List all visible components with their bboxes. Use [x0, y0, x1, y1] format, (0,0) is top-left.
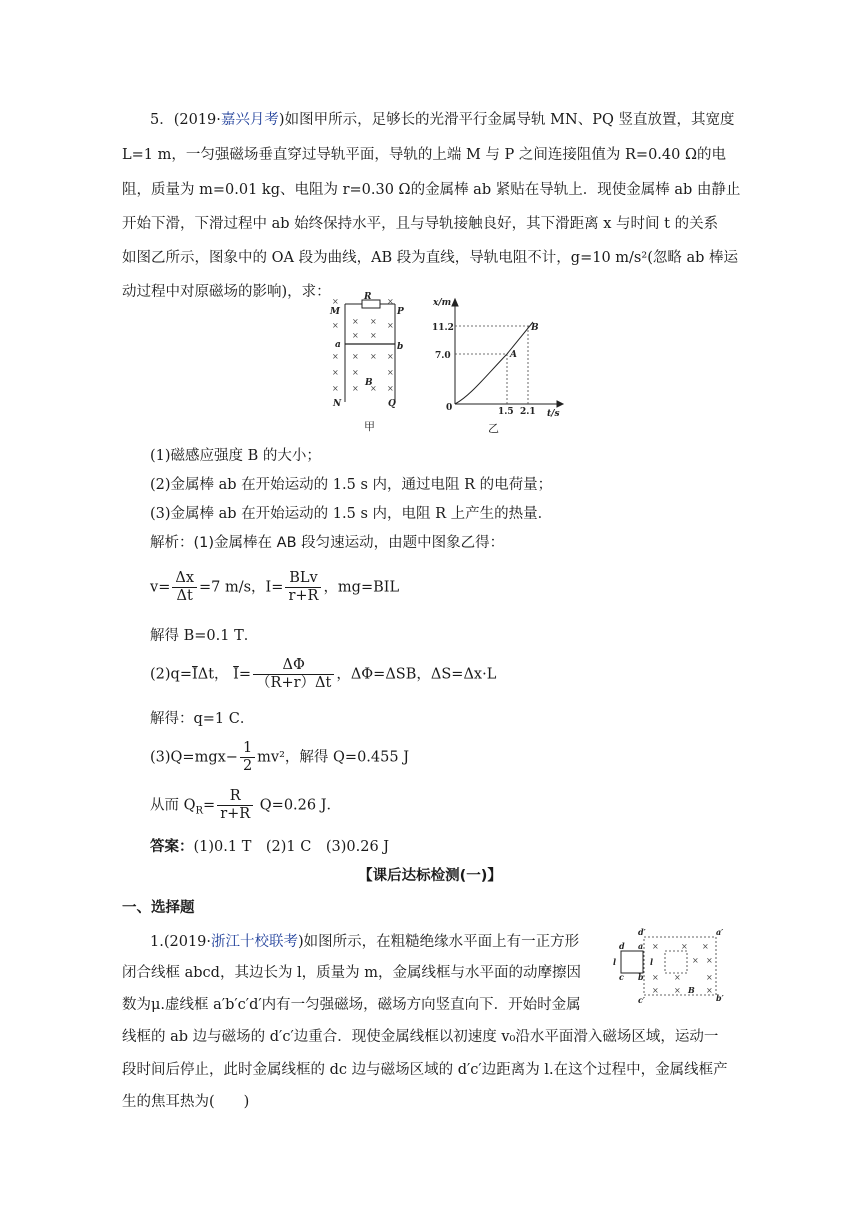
p1-label-l2: l	[650, 957, 654, 967]
p1-line-5: 段时间后停止，此时金属线框的 dc 边与磁场区域的 d′c′边距离为 l.在这个过程中，金属线框产	[122, 1062, 728, 1078]
svg-text:×: ×	[387, 352, 394, 361]
p1-label-B: B	[688, 985, 695, 995]
p1-line-4: 线框的 ab 边与磁场的 d′c′边重合．现使金属线框以初速度 v₀沿水平面滑入磁场区域，运动一	[122, 1029, 719, 1045]
crosses-p1	[652, 942, 713, 995]
svg-text:×: ×	[652, 973, 659, 982]
p1-label-bp: b′	[716, 993, 724, 1003]
p1-label-d: d	[619, 941, 625, 951]
svg-text:×: ×	[352, 384, 359, 393]
caption-jia: 甲	[364, 420, 375, 433]
label-R: R	[364, 292, 372, 302]
label-b: b	[397, 342, 404, 352]
p5-line-5: 如图乙所示，图象中的 OA 段为曲线，AB 段为直线，导轨电阻不计，g=10 m/s²(忽略 ab 棒运	[122, 250, 738, 266]
p1-label-b: b	[638, 972, 644, 982]
p5-line-2: L=1 m，一匀强磁场垂直穿过导轨平面，导轨的上端 M 与 P 之间连接阻值为 R=0.40 Ω的电	[122, 147, 726, 163]
part-title: 一、选择题	[122, 900, 195, 916]
p5-line-3: 阻，质量为 m=0.01 kg、电阻为 r=0.30 Ω的金属棒 ab 紧贴在导轨上．现使金属棒 ab 由静止	[122, 182, 741, 198]
label-Q: Q	[388, 399, 396, 409]
point-B: B	[531, 323, 539, 333]
p5-line-4: 开始下滑，下滑过程中 ab 始终保持水平，且与导轨接触良好，其下滑距离 x 与时间 t 的关系	[122, 216, 719, 232]
svg-text:×: ×	[387, 368, 394, 377]
y-axis-label: x/m	[433, 298, 452, 308]
answer: 答案：(1)0.1 T (2)1 C (3)0.26 J	[150, 839, 390, 855]
p1-label-dp: d′	[638, 927, 646, 937]
y-tick-7-0: 7.0	[435, 351, 451, 361]
x-axis-label: t/s	[547, 409, 560, 419]
label-B: B	[365, 378, 373, 388]
p1-line-3: 数为μ.虚线框 a′b′c′d′内有一匀强磁场，磁场方向竖直向下．开始时金属	[122, 997, 581, 1013]
p1-label-ap: a′	[716, 927, 724, 937]
question-2: (2)金属棒 ab 在开始运动的 1.5 s 内，通过电阻 R 的电荷量；	[150, 477, 553, 493]
svg-text:×: ×	[370, 384, 377, 393]
p5-line-1: 5．(2019·嘉兴月考)如图甲所示，足够长的光滑平行金属导轨 MN、PQ 竖直放置，其宽度	[150, 112, 735, 128]
question-3: (3)金属棒 ab 在开始运动的 1.5 s 内，电阻 R 上产生的热量．	[150, 506, 553, 522]
svg-text:×: ×	[706, 973, 713, 982]
solution-eq4: 从而 $Q_R=$ $\frac{R}{r+R}$ Q=0.26 J．	[150, 788, 342, 822]
svg-text:×: ×	[387, 321, 394, 330]
label-P: P	[397, 307, 404, 317]
svg-text:×: ×	[370, 331, 377, 340]
p1-line-2: 闭合线框 abcd，其边长为 l，质量为 m，金属线框与水平面的动摩擦因	[122, 965, 582, 981]
solution-r1: 解得 B=0.1 T．	[150, 628, 259, 644]
svg-text:×: ×	[352, 352, 359, 361]
svg-text:×: ×	[332, 368, 339, 377]
svg-text:×: ×	[387, 297, 394, 306]
p1-label-cp: c′	[638, 995, 645, 1005]
p1-line-1: 1.(2019·浙江十校联考)如图所示，在粗糙绝缘水平面上有一正方形	[150, 934, 580, 950]
svg-text:×: ×	[387, 384, 394, 393]
p1-line-6: 生的焦耳热为( )	[122, 1094, 250, 1110]
x-tick-2-1: 2.1	[520, 407, 536, 417]
svg-text:×: ×	[352, 317, 359, 326]
section-title: 【课后达标检测(一)】	[358, 868, 502, 884]
solution-eq3: (3)Q=mgx− $\frac{1}{2}$ mv²，解得 Q=0.455 J	[150, 740, 410, 774]
caption-yi: 乙	[488, 422, 499, 435]
svg-text:×: ×	[652, 986, 659, 995]
svg-text:×: ×	[674, 986, 681, 995]
x-tick-1-5: 1.5	[498, 407, 514, 417]
solution-head: 解析：(1)金属棒在 AB 段匀速运动，由题中图象乙得：	[150, 535, 505, 551]
figure-jia	[325, 292, 410, 440]
p1-label-c: c	[619, 972, 624, 982]
p5-line-6: 动过程中对原磁场的影响)，求：	[122, 284, 331, 300]
question-1: (1)磁感应强度 B 的大小；	[150, 448, 321, 464]
p1-label-l: l	[613, 957, 617, 967]
solution-eq2: $(2)q=\overline{I}\Delta t$， $\overline{I}=$ $\frac{\Delta\Phi}{(R+r)\Delta t}$ ，ΔΦ=ΔSB，ΔS=Δx·L	[150, 657, 497, 691]
svg-text:×: ×	[332, 321, 339, 330]
p5-source: 嘉兴月考	[220, 112, 279, 128]
svg-text:×: ×	[370, 352, 377, 361]
solution-r2: 解得：q=1 C．	[150, 711, 255, 727]
svg-text:×: ×	[706, 986, 713, 995]
label-N: N	[333, 399, 342, 409]
p1-source: 浙江十校联考	[211, 934, 299, 950]
svg-text:×: ×	[332, 352, 339, 361]
svg-text:×: ×	[332, 384, 339, 393]
svg-text:×: ×	[706, 956, 713, 965]
solution-eq1: v= $\frac{\Delta x}{\Delta t}$ =7 m/s，I= $\frac{\text{BLv}}{r+R}$ ，mg=BIL	[150, 570, 400, 604]
svg-text:×: ×	[674, 973, 681, 982]
svg-text:×: ×	[652, 942, 659, 951]
p1-label-a: a	[638, 941, 644, 951]
figure-yi	[425, 292, 565, 440]
curve-OA	[455, 354, 507, 404]
label-a: a	[335, 340, 341, 350]
crosses-jia	[332, 297, 394, 393]
figure-p1	[608, 925, 733, 1005]
origin-label: 0	[446, 403, 453, 413]
svg-text:×: ×	[352, 368, 359, 377]
svg-text:×: ×	[681, 942, 688, 951]
svg-text:×: ×	[332, 297, 339, 306]
label-M: M	[330, 307, 340, 317]
svg-text:×: ×	[702, 942, 709, 951]
svg-text:×: ×	[692, 956, 699, 965]
point-A: A	[510, 350, 517, 360]
y-tick-11-2: 11.2	[432, 323, 454, 333]
svg-text:×: ×	[352, 331, 359, 340]
svg-text:×: ×	[370, 317, 377, 326]
